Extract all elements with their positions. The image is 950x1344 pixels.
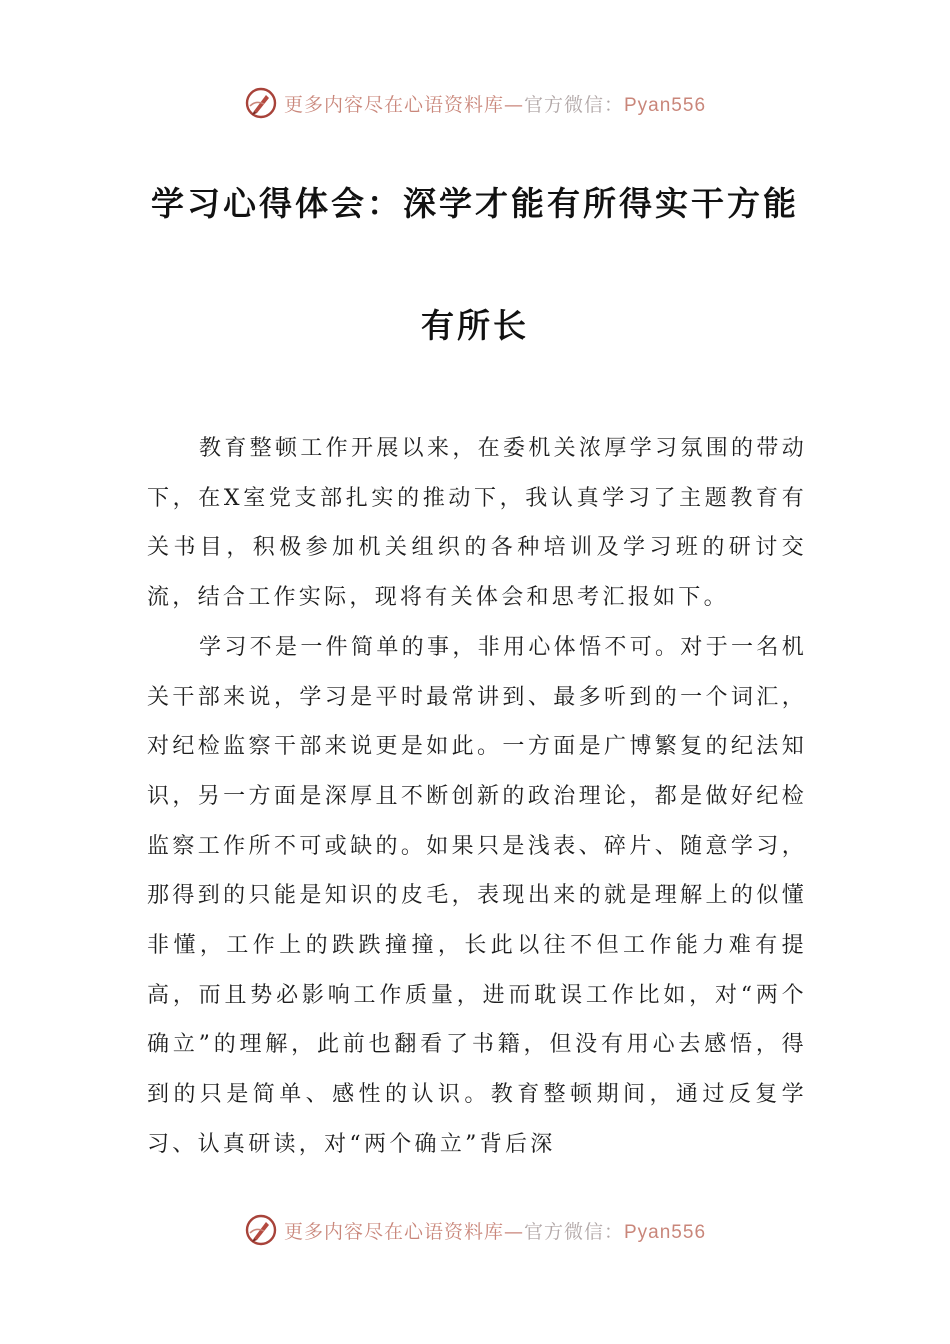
document-title-line-2: 有所长 <box>421 306 529 345</box>
wechat-id: Pyan556 <box>624 94 707 116</box>
wechat-id: Pyan556 <box>624 1221 707 1243</box>
brand-text: 更多内容尽在心语资料库 <box>283 93 504 116</box>
wechat-label: 官方微信： <box>523 93 624 116</box>
brand-text: 更多内容尽在心语资料库 <box>283 1220 504 1243</box>
separator: — <box>503 93 524 116</box>
separator: — <box>503 1220 524 1243</box>
header-watermark-banner <box>0 78 950 128</box>
wechat-label: 官方微信： <box>523 1220 624 1243</box>
paragraph-1: 教育整顿工作开展以来，在委机关浓厚学习氛围的带动下，在X室党支部扎实的推动下，我认真学习了主题教育有关书目，积极参加机关组织的各种培训及学习班的研讨交流，结合工作实际，现将有关体会和思考汇报如下。 <box>147 436 807 611</box>
document-body <box>147 424 807 1170</box>
banner-text <box>284 1217 706 1244</box>
paragraph-2: 学习不是一件简单的事，非用心体悟不可。对于一名机关干部来说，学习是平时最常讲到、最多听到的一个词汇，对纪检监察干部来说更是如此。一方面是广博繁复的纪法知识，另一方面是深厚且不断创新的政治理论，都是做好纪检监察工作所不可或缺的。如果只是浅表、碎片、随意学习，那得到的只能是知识的皮毛，表现出来的就是理解上的似懂非懂，工作上的跌跌撞撞，长此以往不但工作能力难有提高，而且势必影响工作质量，进而耽误工作比如，对“两个确立”的理解，此前也翻看了书籍，但没有用心去感悟，得到的只是简单、感性的认识。教育整顿期间，通过反复学习、认真研读，对“两个确立”背后深 <box>147 634 807 1157</box>
footer-watermark-banner <box>0 1205 950 1255</box>
document-title-line-1: 学习心得体会：深学才能有所得实干方能 <box>151 184 799 223</box>
banner-text <box>284 90 706 117</box>
pen-nib-logo-icon <box>244 1213 278 1247</box>
pen-nib-logo-icon <box>244 86 278 120</box>
